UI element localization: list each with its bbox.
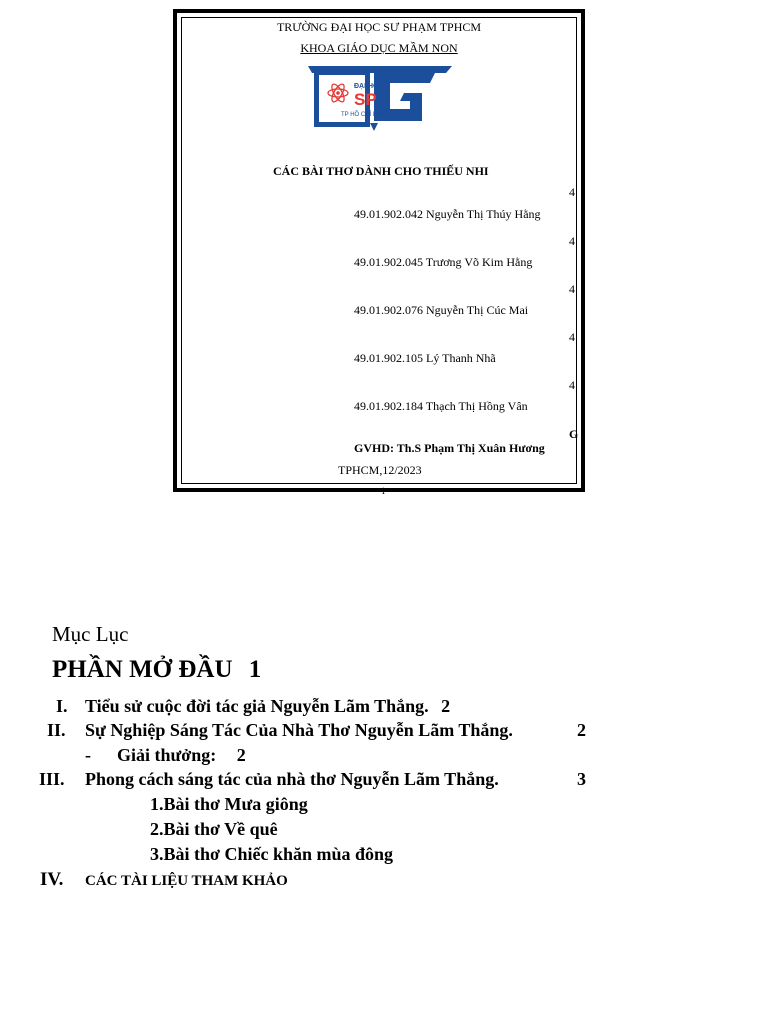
toc-item-num: III. [39, 769, 65, 789]
toc-item-page: 3 [577, 769, 586, 789]
advisor-line: GVHD: Th.S Phạm Thị Xuân Hương [354, 441, 545, 455]
toc-item-page: 2 [441, 696, 451, 716]
member-marker: 4 [569, 378, 575, 392]
advisor-marker: G [569, 427, 579, 441]
toc-item-text: Phong cách sáng tác của nhà thơ Nguyễn Lãm Thắng. [85, 769, 499, 789]
toc-subitem-num: 1. [150, 794, 164, 814]
toc-item-num: II. [47, 720, 66, 740]
toc-subitem-num: 3. [150, 844, 164, 864]
member-line: 49.01.902.042 Nguyễn Thị Thúy Hằng [354, 207, 541, 221]
toc-item-entry[interactable] [117, 745, 246, 766]
member-line: 49.01.902.184 Thạch Thị Hồng Vân [354, 399, 528, 413]
member-marker: 4 [569, 185, 575, 199]
toc-item-text: Sự Nghiệp Sáng Tác Của Nhà Thơ Nguyễn Lãm Thắng. [85, 720, 513, 740]
member-line: 49.01.902.105 Lý Thanh Nhã [354, 351, 496, 365]
university-logo [304, 63, 454, 133]
toc-item-text: Tiểu sử cuộc đời tác giả Nguyễn Lãm Thắng. [85, 696, 429, 716]
logo-bottom-text: TP HỒ CHÍ MINH [341, 112, 389, 118]
member-marker: 4 [569, 330, 575, 344]
member-marker: 4 [569, 234, 575, 248]
toc-heading: Mục Lục [52, 622, 129, 646]
toc-item-page: 2 [236, 745, 246, 765]
toc-part-label [52, 656, 261, 684]
toc-item-page: 2 [577, 720, 586, 740]
toc-item-text: Giải thưởng: [117, 745, 217, 765]
toc-part-page: 1 [248, 656, 262, 683]
university-name: TRƯỜNG ĐẠI HỌC SƯ PHẠM TPHCM [276, 20, 482, 34]
toc-subitem[interactable] [150, 844, 393, 865]
member-line: 49.01.902.076 Nguyễn Thị Cúc Mai [354, 303, 529, 317]
toc-subitem-text: Bài thơ Chiếc khăn mùa đông [163, 844, 394, 864]
toc-item-entry[interactable] [85, 720, 513, 741]
page-number: 1 [381, 486, 386, 496]
toc-subitem-num: 2. [150, 819, 164, 839]
toc-item-num: - [85, 745, 91, 765]
place-date: TPHCM,12/2023 [338, 463, 422, 477]
logo-top-text: ĐẠI HỌC [354, 83, 384, 90]
toc-item-entry[interactable] [85, 769, 499, 790]
member-marker: 4 [569, 282, 575, 296]
toc-item-entry[interactable]: CÁC TÀI LIỆU THAM KHẢO [85, 873, 288, 889]
toc-part-text: PHẦN MỞ ĐẦU [52, 656, 233, 683]
document-title: CÁC BÀI THƠ DÀNH CHO THIẾU NHI [273, 164, 489, 178]
toc-subitem-text: Bài thơ Mưa giông [163, 794, 308, 814]
toc-subitem[interactable] [150, 819, 278, 840]
toc-subitem[interactable] [150, 794, 308, 815]
toc-subitem-text: Bài thơ Về quê [163, 819, 278, 839]
member-line: 49.01.902.045 Trương Võ Kim Hằng [354, 255, 533, 269]
logo-main-text: SP [354, 90, 377, 109]
faculty-name: KHOA GIÁO DỤC MẦM NON [300, 41, 458, 55]
toc-item-num: I. [56, 696, 68, 716]
toc-item-num: IV. [40, 869, 64, 890]
toc-item-entry[interactable] [85, 696, 450, 717]
